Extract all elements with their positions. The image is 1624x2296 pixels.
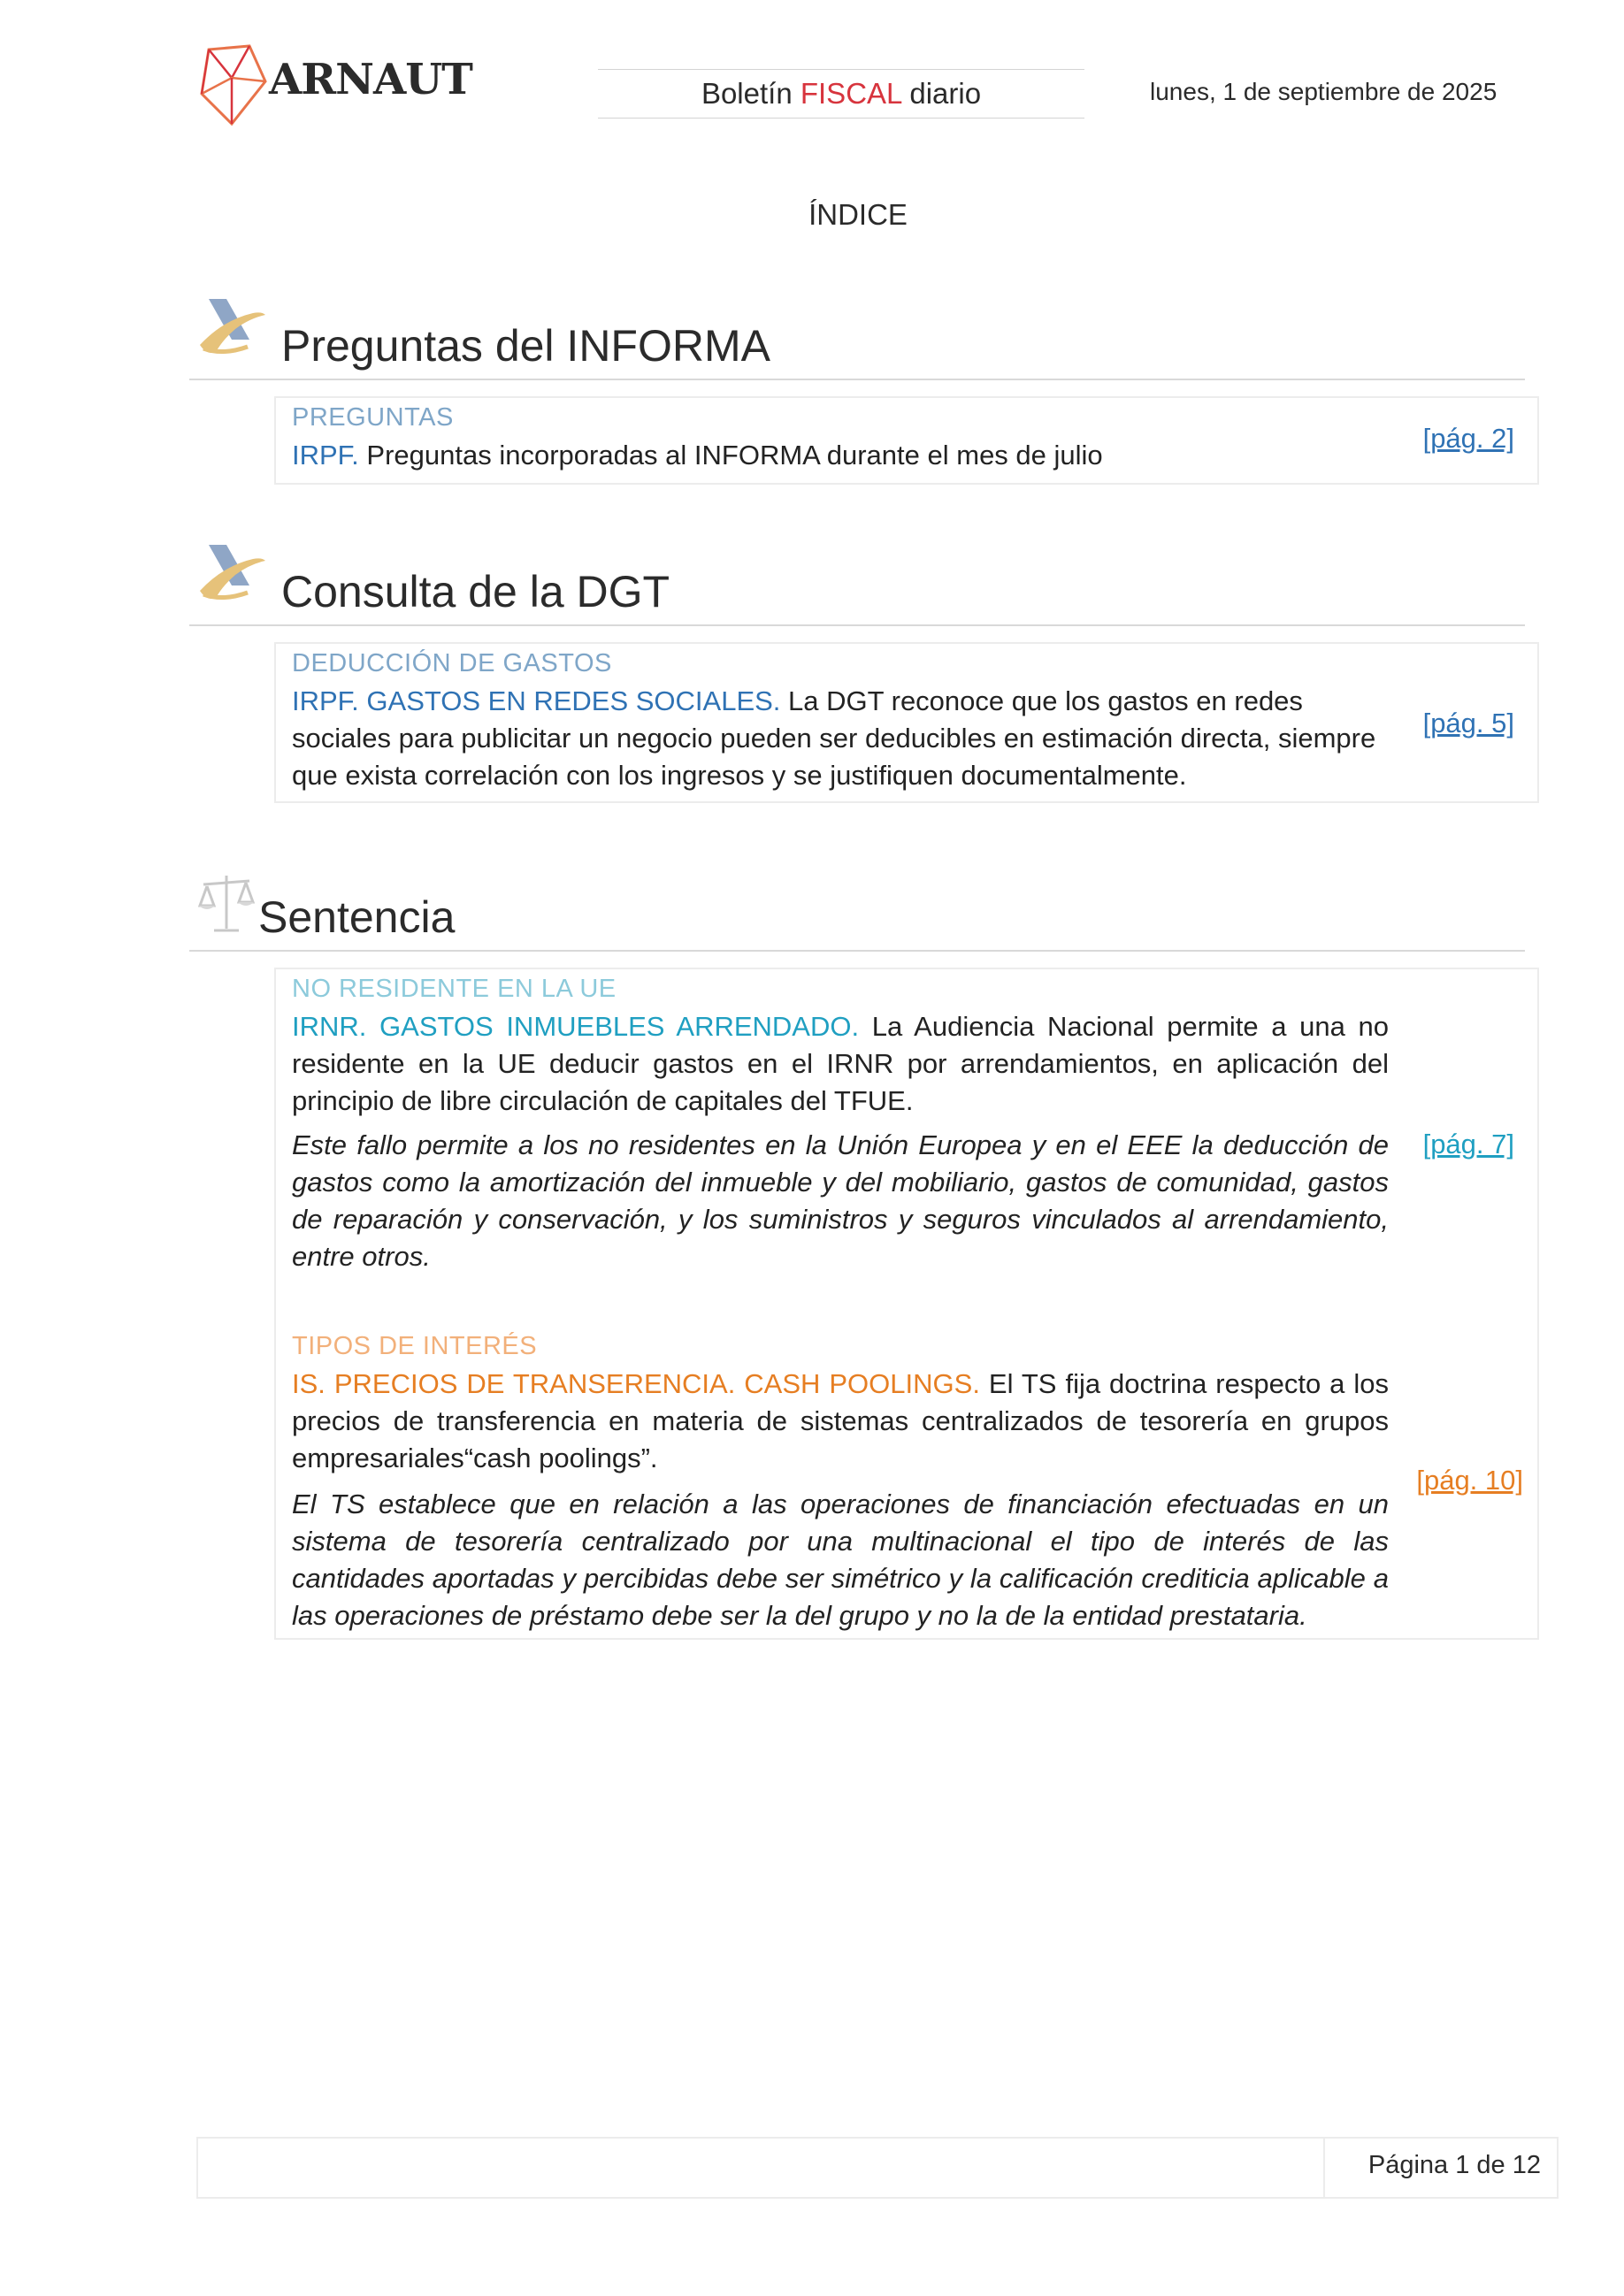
section-heading-dgt: Consulta de la DGT bbox=[281, 567, 670, 616]
entry-text: IS. PRECIOS DE TRANSERENCIA. CASH POOLINGS. El TS fija doctrina respecto a los precios de transferencia en materia de sistemas centralizados de tesorería en grupos empresariales“cash poolings”. bbox=[292, 1368, 1390, 1473]
aeat-logo-icon bbox=[196, 294, 267, 361]
entry-lead: DEDUCCIÓN DE GASTOS bbox=[292, 649, 612, 677]
page-number: Página 1 de 12 bbox=[1367, 2151, 1541, 2179]
brand-logo bbox=[196, 42, 472, 131]
bulletin-title-box bbox=[598, 69, 1084, 119]
entry-text: IRPF. GASTOS EN REDES SOCIALES. La DGT reconoce que los gastos en redes sociales para publicitar un negocio pueden ser deducibles en estimación directa, siempre que exista correlación con los ingresos y se justifiquen documentalmente. bbox=[292, 685, 1376, 791]
bulletin-title: Boletín FISCAL diario bbox=[701, 77, 982, 110]
scales-icon bbox=[196, 870, 267, 938]
bulletin-date: lunes, 1 de septiembre de 2025 bbox=[1150, 78, 1498, 105]
section-heading-informa: Preguntas del INFORMA bbox=[281, 321, 770, 371]
index-entry-box bbox=[274, 968, 1539, 1640]
section-divider bbox=[189, 950, 1525, 952]
section-heading-sentencia: Sentencia bbox=[258, 892, 456, 942]
entry-text: IRNR. GASTOS INMUEBLES ARRENDADO. La Audiencia Nacional permite a una no residente en la UE deducir gastos en el IRNR por arrendamientos, en aplicación del principio de libre circulación de capitales del TFUE. bbox=[292, 1011, 1390, 1116]
arnaut-geometric-icon bbox=[196, 42, 269, 131]
section-divider bbox=[189, 624, 1525, 626]
index-title: ÍNDICE bbox=[808, 198, 908, 231]
entry-note: El TS establece que en relación a las operaciones de financiación efectuadas en un sistema de tesorería centralizado por una multinacional el tipo de interés de las cantidades aportadas y percibidas debe ser simétrico y la calificación crediticia aplicable a las operaciones de préstamo debe ser la del grupo y no la de la entidad prestataria. bbox=[292, 1489, 1389, 1631]
entry-note: Este fallo permite a los no residentes en la Unión Europea y en el EEE la deducción de gastos como la amortización del inmueble y del mobiliario, gastos de comunidad, gastos de reparación y conservación, y los suministros y seguros vinculados al arrendamiento, entre otros. bbox=[292, 1129, 1389, 1272]
aeat-logo-icon bbox=[196, 540, 267, 607]
page-link[interactable]: [pág. 10] bbox=[1416, 1465, 1523, 1496]
entry-text: IRPF. Preguntas incorporadas al INFORMA durante el mes de julio bbox=[292, 440, 1103, 471]
index-entry-box bbox=[274, 642, 1539, 803]
page-link[interactable]: [pág. 2] bbox=[1422, 423, 1514, 454]
page-footer bbox=[196, 2137, 1559, 2199]
entry-lead: TIPOS DE INTERÉS bbox=[292, 1332, 538, 1360]
entry-lead: PREGUNTAS bbox=[292, 403, 454, 432]
brand-name: ARNAUT bbox=[269, 55, 472, 104]
entry-lead: NO RESIDENTE EN LA UE bbox=[292, 975, 617, 1003]
page-link[interactable]: [pág. 7] bbox=[1422, 1129, 1514, 1159]
footer-divider bbox=[1323, 2139, 1325, 2197]
index-entry-box bbox=[274, 396, 1539, 485]
page-link[interactable]: [pág. 5] bbox=[1422, 708, 1514, 739]
section-divider bbox=[189, 379, 1525, 380]
